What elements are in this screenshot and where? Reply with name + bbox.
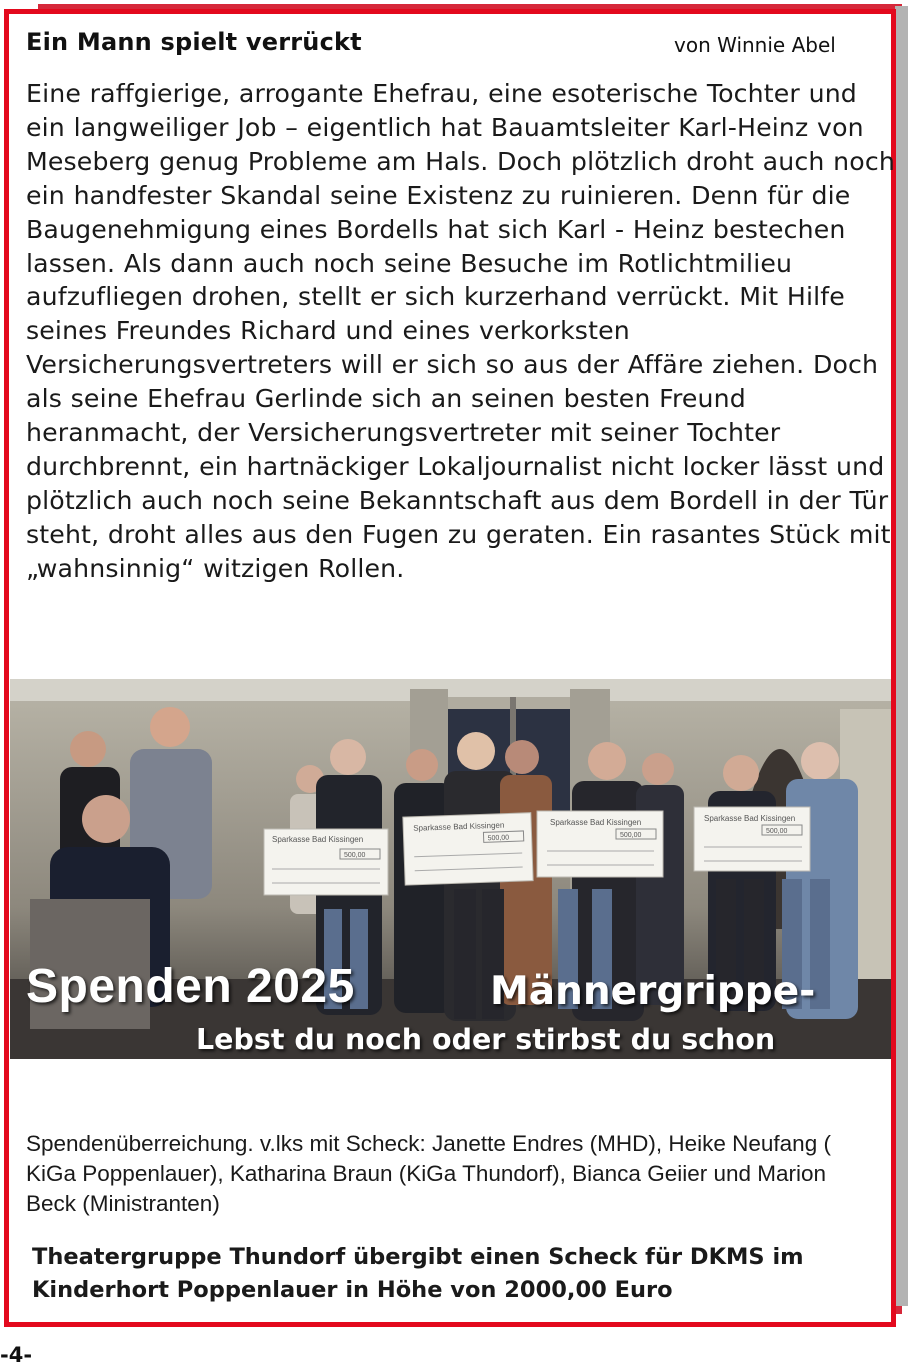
check-2 [403, 813, 533, 885]
svg-text:500,00: 500,00 [766, 828, 788, 835]
svg-text:500,00: 500,00 [620, 832, 642, 839]
svg-text:Sparkasse Bad Kissingen: Sparkasse Bad Kissingen [704, 814, 796, 823]
svg-text:500,00: 500,00 [344, 852, 366, 859]
svg-text:Sparkasse Bad Kissingen: Sparkasse Bad Kissingen [272, 835, 364, 844]
overlay-spenden: Spenden 2025 [26, 960, 355, 1013]
donation-headline: Theatergruppe Thundorf übergibt einen Scheck für DKMS im Kinderhort Poppenlauer in Höhe von 2000,00 Euro [32, 1244, 804, 1303]
check-3 [537, 811, 663, 877]
article-author: von Winnie Abel [674, 33, 836, 57]
article-body: Eine raffgierige, arrogante Ehefrau, eine esoterische Tochter und ein langweiliger Job – eigentlich hat Bauamtsleiter Karl-Heinz von Meseberg genug Probleme am Hals. Doch plötzlich droht auch noch ein handfester Skandal seine Existenz zu ruinieren. Denn für die Baugenehmigung eines Bordells hat sich Karl - Heinz bestechen lassen. Als dann auch noch seine Besuche im Rotlichtmilieu aufzufliegen drohen, stellt er sich kurzerhand verrückt. Mit Hilfe seines Freundes Richard und eines verkorksten Versicherungsvertreters will er sich so aus der Affäre ziehen. Doch als seine Ehefrau Gerlinde sich an seinen besten Freund heranmacht, der Versicherungsvertreter mit seiner Tochter durchbrennt, ein hartnäckiger Lokaljournalist nicht locker lässt und plötzlich auch noch seine Bekanntschaft aus dem Bordell in der Tür steht, droht alles aus den Fugen zu geraten. Ein rasantes Stück mit „wahnsinnig“ witzigen Rollen. [26, 79, 895, 583]
page-number: -4- [0, 1343, 33, 1367]
group-photo [10, 679, 891, 1059]
overlay-maennergrippe: Männergrippe- [490, 969, 816, 1014]
overlay-subtitle: Lebst du noch oder stirbst du schon [196, 1023, 776, 1056]
photo-caption: Spendenüberreichung. v.lks mit Scheck: Janette Endres (MHD), Heike Neufang ( KiGa Poppenlauer), Katharina Braun (KiGa Thundorf), Bianca Geiier und Marion Beck (Ministranten) [26, 1131, 831, 1216]
check-1 [264, 829, 388, 895]
check-4 [694, 807, 810, 871]
frame-drop-shadow [895, 6, 908, 1306]
svg-text:Sparkasse Bad Kissingen: Sparkasse Bad Kissingen [550, 818, 642, 827]
svg-text:Sparkasse Bad Kissingen: Sparkasse Bad Kissingen [413, 820, 505, 833]
svg-text:500,00: 500,00 [487, 834, 510, 843]
article-title: Ein Mann spielt verrückt [26, 28, 362, 56]
